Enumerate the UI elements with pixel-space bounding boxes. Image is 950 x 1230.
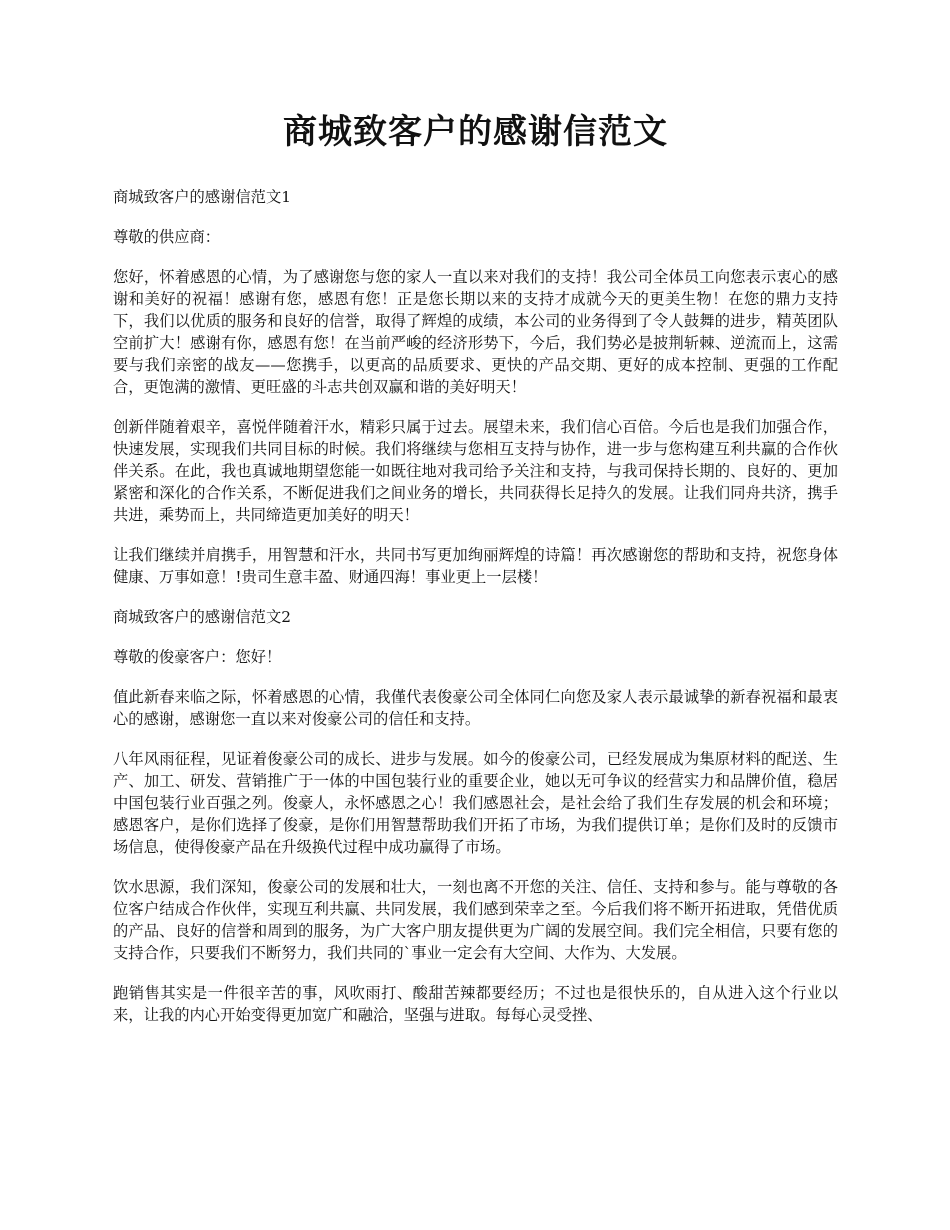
body-paragraph: 值此新春来临之际，怀着感恩的心情，我僅代表俊豪公司全体同仁向您及家人表示最诚挚的新春祝福和最衷心的感谢，感谢您一直以来对俊豪公司的信任和支持。: [113, 688, 838, 729]
document-title: 商城致客户的感谢信范文: [283, 112, 668, 152]
heading-sample-2: 商城致客户的感谢信范文2: [113, 608, 291, 627]
document-page: [113, 110, 838, 1044]
body-paragraph: 创新伴随着艰辛，喜悦伴随着汗水，精彩只属于过去。展望未来，我们信心百倍。今后也是我们加强合作，快速发展，实现我们共同目标的时候。我们将继续与您相互支持与协作，进一步与您构建互利共赢的合作伙伴关系。在此，我也真诚地期望您能一如既往地对我司给予关注和支持，与我司保持长期的、良好的、更加紧密和深化的合作关系，不断促进我们之间业务的增长，共同获得长足持久的发展。让我们同舟共济，携手共进，乘势而上，共同缔造更加美好的明天！: [113, 418, 838, 525]
salutation-1: 尊敬的供应商：: [113, 228, 221, 247]
salutation-2: 尊敬的俊豪客户：您好！: [113, 648, 282, 667]
heading-sample-1: 商城致客户的感谢信范文1: [113, 188, 291, 207]
body-paragraph: 您好，怀着感恩的心情，为了感谢您与您的家人一直以来对我们的支持！我公司全体员工向您表示衷心的感谢和美好的祝福！感谢有您，感恩有您！正是您长期以来的支持才成就今天的更美生物！在您的鼎力支持下，我们以优质的服务和良好的信誉，取得了辉煌的成绩，本公司的业务得到了令人鼓舞的进步，精英团队空前扩大！感谢有你，感恩有您！在当前严峻的经济形势下，今后，我们势必是披荆斩棘、逆流而上，这需要与我们亲密的战友——您携手，以更高的品质要求、更快的产品交期、更好的成本控制、更强的工作配合，更饱满的激情、更旺盛的斗志共创双赢和谐的美好明天！: [113, 268, 838, 397]
body-paragraph: 跑销售其实是一件很辛苦的事，风吹雨打、酸甜苦辣都要经历；不过也是很快乐的，自从进入这个行业以来，让我的内心开始变得更加宽广和融洽，坚强与进取。每每心灵受挫、: [113, 984, 838, 1025]
body-paragraph: 八年风雨征程，见证着俊豪公司的成长、进步与发展。如今的俊豪公司，已经发展成为集原材料的配送、生产、加工、研发、营销推广于一体的中国包装行业的重要企业，她以无可争议的经营实力和品牌价值，稳居中国包装行业百强之列。俊豪人，永怀感恩之心！我们感恩社会，是社会给了我们生存发展的机会和环境；感恩客户，是你们选择了俊豪，是你们用智慧帮助我们开拓了市场，为我们提供订单；是你们及时的反馈市场信息，使得俊豪产品在升级换代过程中成功赢得了市场。: [113, 750, 838, 857]
body-paragraph: 饮水思源，我们深知，俊豪公司的发展和壮大，一刻也离不开您的关注、信任、支持和参与。能与尊敬的各位客户结成合作伙伴，实现互利共赢、共同发展，我们感到荣幸之至。今后我们将不断开拓进取，凭借优质的产品、良好的信誉和周到的服务，为广大客户朋友提供更为广阔的发展空间。我们完全相信，只要有您的支持合作，只要我们不断努力，我们共同的`事业一定会有大空间、大作为、大发展。: [113, 878, 838, 963]
body-paragraph: 让我们继续并肩携手，用智慧和汗水，共同书写更加绚丽辉煌的诗篇！再次感谢您的帮助和支持，祝您身体健康、万事如意！!贵司生意丰盈、财通四海！事业更上一层楼！: [113, 546, 838, 587]
